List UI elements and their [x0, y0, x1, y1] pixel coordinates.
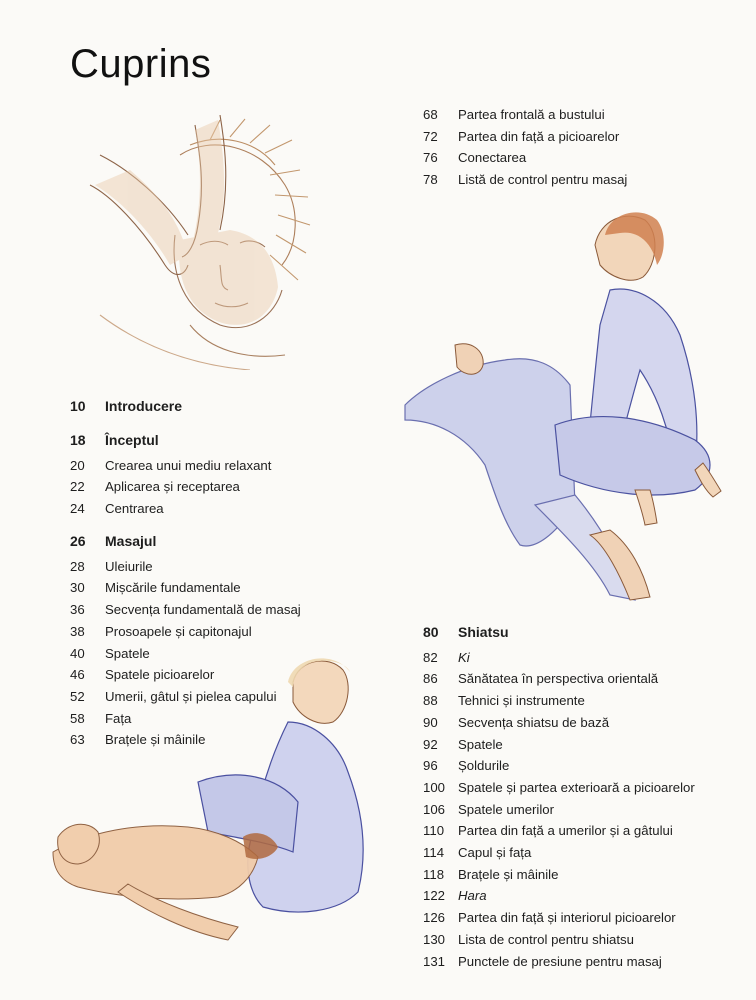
- toc-entry-label: Listă de control pentru masaj: [458, 172, 628, 188]
- toc-entry[interactable]: [70, 621, 301, 643]
- toc-entry[interactable]: [423, 169, 627, 191]
- toc-entry-label: Spatele picioarelor: [105, 667, 215, 683]
- toc-entry-label: Ki: [458, 649, 470, 665]
- toc-entry-label: Spatele și partea exterioară a picioarelor: [458, 779, 695, 795]
- toc-entry[interactable]: [423, 799, 695, 821]
- toc-page-number: 92: [423, 736, 438, 752]
- toc-entry[interactable]: [70, 556, 301, 578]
- toc-page-number: 36: [70, 602, 85, 618]
- toc-entry-label: Partea frontală a bustului: [458, 107, 605, 122]
- toc-entry-label: Începtul: [105, 432, 159, 448]
- toc-entry[interactable]: [70, 729, 301, 751]
- toc-entry-label: Centrarea: [105, 501, 164, 517]
- toc-entry-label: Prosoapele și capitonajul: [105, 623, 252, 639]
- toc-entry-label: Shiatsu: [458, 624, 509, 640]
- toc-entry-label: Spatele umerilor: [458, 801, 555, 817]
- page-title: Cuprins: [70, 42, 212, 86]
- toc-entry[interactable]: [70, 498, 271, 520]
- toc-entry-label: Brațele și mâinile: [105, 732, 206, 748]
- toc-entry-label: Mișcările fundamentale: [105, 580, 241, 596]
- toc-entry[interactable]: [70, 664, 301, 686]
- toc-page-number: 46: [70, 667, 85, 683]
- toc-entry-label: Introducere: [105, 398, 183, 414]
- toc-entry[interactable]: [423, 647, 695, 669]
- toc-page-number: 122: [423, 888, 446, 904]
- toc-entry[interactable]: [70, 455, 271, 477]
- toc-page-number: 52: [70, 688, 85, 704]
- toc-entry-label: Spatele: [105, 645, 150, 661]
- toc-entry[interactable]: [423, 929, 695, 951]
- toc-entry-label: Secvența fundamentală de masaj: [105, 602, 301, 618]
- face-massage-illustration: [70, 115, 315, 370]
- toc-page-number: 86: [423, 671, 438, 687]
- toc-entry[interactable]: [70, 476, 271, 498]
- toc-entry-label: Aplicarea și receptarea: [105, 479, 240, 495]
- toc-entry[interactable]: [423, 104, 627, 126]
- toc-entry[interactable]: [423, 864, 695, 886]
- toc-entry[interactable]: [423, 126, 627, 148]
- toc-section-heading[interactable]: [70, 396, 182, 418]
- toc-entry-label: Tehnici și instrumente: [458, 693, 585, 709]
- toc-page-number: 114: [423, 845, 445, 861]
- toc-page-number: 131: [423, 953, 446, 969]
- toc-page-number: 28: [70, 558, 85, 574]
- toc-page-number: 24: [70, 501, 85, 517]
- toc-entry-label: Hara: [458, 888, 487, 904]
- toc-section-heading[interactable]: [70, 531, 301, 553]
- toc-page-number: 88: [423, 693, 438, 709]
- toc-entry[interactable]: [70, 708, 301, 730]
- toc-page-number: 38: [70, 623, 85, 639]
- toc-entry[interactable]: [423, 147, 627, 169]
- toc-page-number: 18: [70, 432, 86, 448]
- toc-page-number: 58: [70, 710, 85, 726]
- toc-page-number: 10: [70, 398, 86, 414]
- toc-page-number: 20: [70, 457, 85, 473]
- toc-page-number: 72: [423, 128, 438, 144]
- toc-intro: [70, 396, 182, 418]
- toc-entry-label: Uleiurile: [105, 558, 153, 574]
- toc-section-heading[interactable]: [70, 430, 271, 452]
- toc-entry[interactable]: [423, 690, 695, 712]
- toc-page-number: 78: [423, 172, 438, 188]
- toc-entry[interactable]: [70, 599, 301, 621]
- toc-entry-label: Partea din față a picioarelor: [458, 128, 620, 144]
- toc-page-number: 90: [423, 714, 438, 730]
- toc-page-number: 40: [70, 645, 85, 661]
- toc-entry-label: Sănătatea în perspectiva orientală: [458, 671, 659, 687]
- toc-entry-label: Capul și fața: [458, 845, 532, 861]
- toc-continuation: [423, 104, 627, 191]
- toc-entry[interactable]: [423, 907, 695, 929]
- toc-entry-label: Punctele de presiune pentru masaj: [458, 953, 662, 969]
- toc-entry-label: Secvența shiatsu de bază: [458, 714, 610, 730]
- toc-page-number: 22: [70, 479, 85, 495]
- toc-page-number: 63: [70, 732, 85, 748]
- toc-page-number: 82: [423, 649, 438, 665]
- toc-page-number: 30: [70, 580, 85, 596]
- toc-page-number: 96: [423, 758, 438, 774]
- toc-entry[interactable]: [423, 712, 695, 734]
- toc-masajul: [70, 531, 301, 751]
- toc-page-number: 100: [423, 779, 446, 795]
- toc-page-number: 26: [70, 533, 86, 549]
- toc-entry-label: Lista de control pentru shiatsu: [458, 931, 634, 947]
- toc-section-heading[interactable]: [423, 622, 695, 644]
- toc-entry[interactable]: [423, 755, 695, 777]
- toc-entry-label: Spatele: [458, 736, 503, 752]
- toc-entry-label: Șoldurile: [458, 758, 510, 774]
- toc-inceputul: [70, 430, 271, 520]
- toc-entry-label: Partea din față a umerilor și a gâtului: [458, 823, 673, 839]
- toc-entry[interactable]: [423, 777, 695, 799]
- shiatsu-kneeling-illustration: [395, 205, 735, 610]
- toc-page-number: 106: [423, 801, 446, 817]
- toc-entry-label: Brațele și mâinile: [458, 866, 559, 882]
- toc-page-number: 68: [423, 107, 438, 122]
- toc-entry-label: Fața: [105, 710, 132, 726]
- toc-page-number: 130: [423, 931, 446, 947]
- toc-entry[interactable]: [70, 686, 301, 708]
- toc-entry[interactable]: [423, 734, 695, 756]
- toc-entry[interactable]: [70, 643, 301, 665]
- toc-entry-label: Masajul: [105, 533, 157, 549]
- toc-entry[interactable]: [423, 951, 695, 973]
- toc-entry[interactable]: [423, 842, 695, 864]
- toc-shiatsu: [423, 622, 695, 972]
- toc-entry[interactable]: [423, 820, 695, 842]
- toc-page-number: 80: [423, 624, 439, 640]
- toc-entry[interactable]: [423, 668, 695, 690]
- toc-entry-label: Umerii, gâtul și pielea capului: [105, 688, 277, 704]
- toc-entry-label: Partea din față și interiorul picioarelor: [458, 910, 676, 926]
- toc-page-number: 126: [423, 910, 446, 926]
- toc-page-number: 76: [423, 150, 438, 166]
- toc-entry[interactable]: [423, 885, 695, 907]
- toc-page-number: 110: [423, 823, 445, 839]
- toc-entry-label: Conectarea: [458, 150, 527, 166]
- toc-page-number: 118: [423, 866, 445, 882]
- toc-entry-label: Crearea unui mediu relaxant: [105, 457, 272, 473]
- toc-entry[interactable]: [70, 577, 301, 599]
